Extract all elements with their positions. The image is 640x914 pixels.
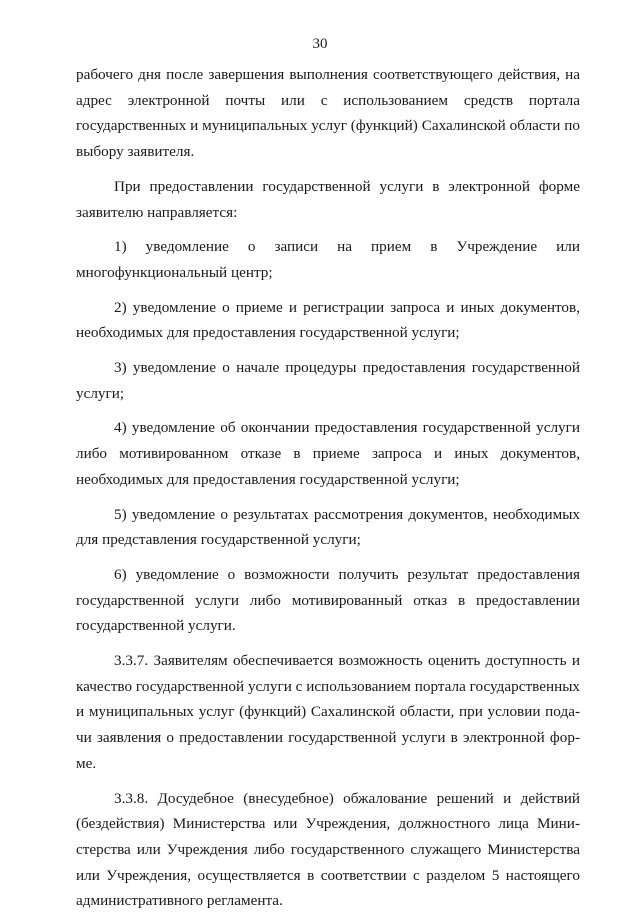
section-3-3-8: 3.3.8. Досудебное (внесудебное) обжалование решений и действий (бездействия) Министерства или Учреждения, должностного лица Министерства или Учреждения либо государственного служащего Министерства или Учреждения, осуществляется в соответствии с разделом 5 настоящего административного регламента.: [76, 789, 580, 910]
list-item-3: 3) уведомление о начале процедуры предоставления государственной услуги;: [76, 359, 580, 402]
list-item-1: 1) уведомление о записи на прием в Учреждение или многофункциональный центр;: [76, 238, 580, 281]
paragraph-continuation: рабочего дня после завершения выполнения соответствующего действия, на адрес электронной почты или с использованием средств портала государственных и муниципальных услуг (функций) Сахалинской области по выбору заявителя.: [76, 66, 580, 161]
paragraph-electronic-form-intro: При предоставлении государственной услуги в электронной форме заявителю направляется:: [76, 177, 580, 221]
list-item-2: 2) уведомление о приеме и регистрации запроса и иных документов, необходимых для предоставления государственной услуги;: [76, 298, 580, 342]
list-item-4: 4) уведомление об окончании предоставления государственной услуги либо мотивированном отказе в приеме запроса и иных документов, необходимых для предоставления государственной услуги;: [76, 419, 580, 488]
document-body: [76, 62, 580, 914]
page-number: 30: [312, 36, 328, 52]
list-item-5: 5) уведомление о результатах рассмотрения документов, необходимых для представления государственной услуги;: [76, 505, 580, 549]
section-3-3-7: 3.3.7. Заявителям обеспечивается возможность оценить доступность и качество государственной услуги с использованием портала государственных и муниципальных услуг (функций) Сахалинской области, при условии подачи заявления о предоставлении государственной услуги в электронной форме.: [76, 652, 580, 772]
list-item-6: 6) уведомление о возможности получить результат предоставления государственной услуги либо мотивированный отказ в предоставлении государственной услуги.: [76, 565, 580, 635]
